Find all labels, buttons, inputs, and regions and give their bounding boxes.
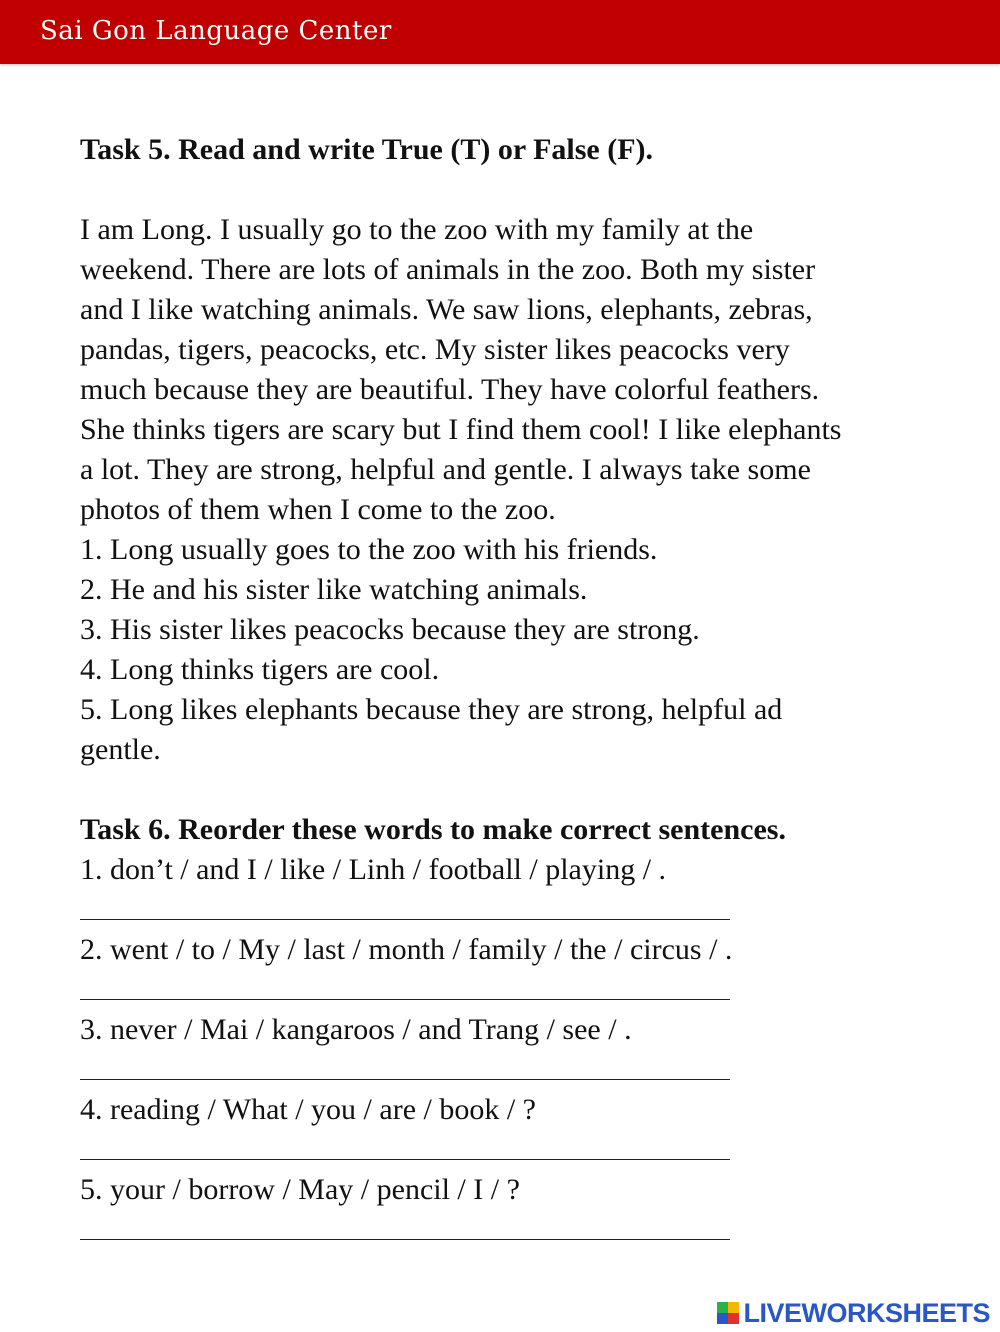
liveworksheets-brand: LIVEWORKSHEETS [743, 1297, 990, 1328]
liveworksheets-logo-icon [717, 1302, 739, 1324]
task5-title: Task 5. Read and write True (T) or False (F). [80, 133, 654, 166]
statement-1: 1. Long usually goes to the zoo with his friends. [80, 533, 658, 566]
statement-4: 4. Long thinks tigers are cool. [80, 653, 440, 686]
answer-blank-2[interactable] [80, 970, 960, 1010]
logo-square [728, 1313, 739, 1324]
task6-title: Task 6. Reorder these words to make correct sentences. [80, 813, 786, 846]
reorder-item-4: 4. reading / What / you / are / book / ? [80, 1093, 536, 1126]
header-title: Sai Gon Language Center [40, 16, 392, 46]
passage-line: She thinks tigers are scary but I find them cool! I like elephants [80, 413, 842, 446]
header-bar [0, 0, 1000, 64]
passage-line: pandas, tigers, peacocks, etc. My sister likes peacocks very [80, 333, 790, 366]
passage-line: and I like watching animals. We saw lions, elephants, zebras, [80, 293, 813, 326]
logo-square [728, 1302, 739, 1313]
spacer [80, 770, 960, 810]
answer-blank-4[interactable] [80, 1130, 960, 1170]
statement-2: 2. He and his sister like watching animals. [80, 573, 588, 606]
statement-5-continued: gentle. [80, 733, 161, 766]
answer-blank-3[interactable] [80, 1050, 960, 1090]
reorder-items [80, 850, 960, 1250]
worksheet-content [80, 130, 960, 1250]
answer-blank-1[interactable] [80, 890, 960, 930]
reorder-item-2: 2. went / to / My / last / month / family / the / circus / . [80, 933, 733, 966]
passage-line: weekend. There are lots of animals in the zoo. Both my sister [80, 253, 816, 286]
logo-square [717, 1302, 728, 1313]
passage-line: much because they are beautiful. They have colorful feathers. [80, 373, 820, 406]
answer-blank-5[interactable] [80, 1210, 960, 1250]
passage-line: I am Long. I usually go to the zoo with my family at the [80, 213, 754, 246]
true-false-statements [80, 530, 960, 770]
reorder-item-3: 3. never / Mai / kangaroos / and Trang / see / . [80, 1013, 632, 1046]
reorder-item-1: 1. don’t / and I / like / Linh / football / playing / . [80, 853, 667, 886]
reading-passage [80, 210, 960, 530]
reorder-item-5: 5. your / borrow / May / pencil / I / ? [80, 1173, 520, 1206]
liveworksheets-watermark [717, 1298, 990, 1328]
statement-5: 5. Long likes elephants because they are strong, helpful ad [80, 693, 783, 726]
spacer [80, 170, 960, 210]
statement-3: 3. His sister likes peacocks because they are strong. [80, 613, 700, 646]
logo-square [717, 1313, 728, 1324]
passage-line: photos of them when I come to the zoo. [80, 493, 556, 526]
passage-line: a lot. They are strong, helpful and gentle. I always take some [80, 453, 811, 486]
